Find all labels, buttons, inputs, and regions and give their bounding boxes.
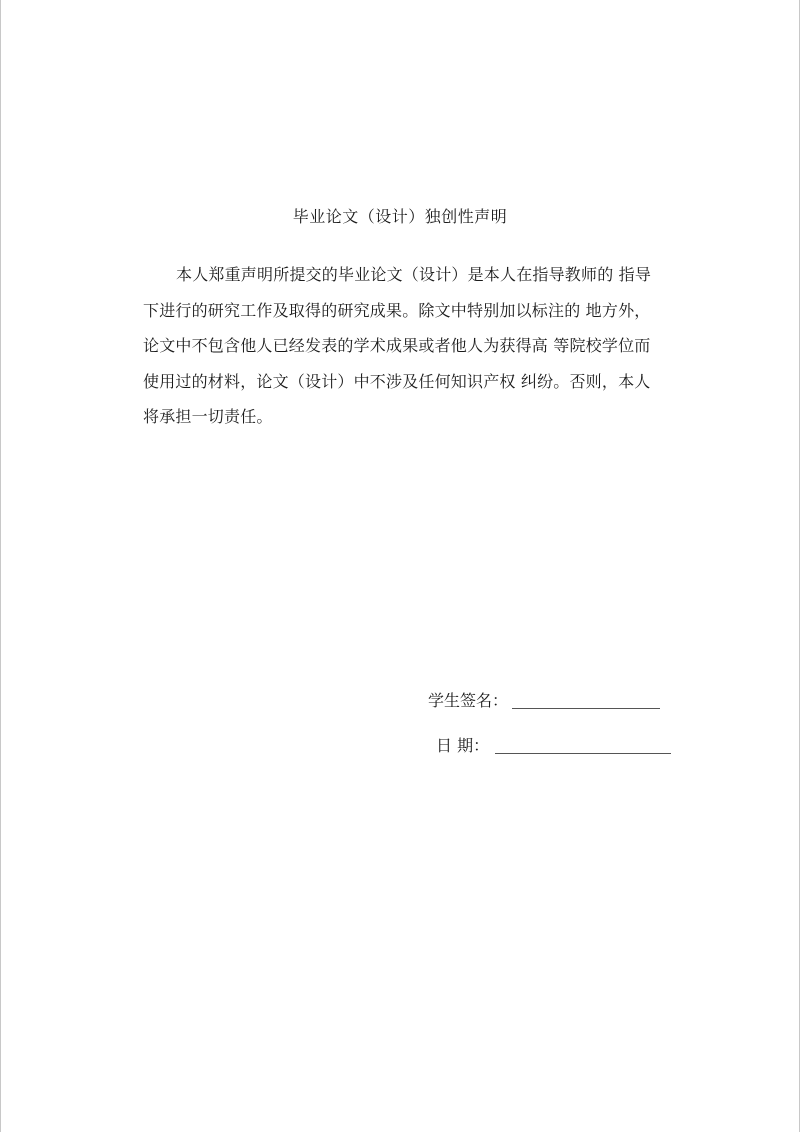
page-border-left — [0, 0, 1, 1132]
date-label: 日 期： — [436, 736, 490, 755]
date-row — [436, 735, 671, 757]
declaration-line: 下进行的研究工作及取得的研究成果。除文中特别加以标注的 地方外， — [143, 300, 651, 320]
date-blank[interactable] — [495, 737, 671, 754]
declaration-line: 论文中不包含他人已经发表的学术成果或者他人为获得高 等院校学位而 — [143, 336, 651, 355]
declaration-body — [143, 257, 673, 435]
student-signature-label: 学生签名： — [428, 691, 509, 710]
declaration-line: 本人郑重声明所提交的毕业论文（设计）是本人在指导教师的 指导 — [176, 265, 652, 284]
declaration-line: 将承担一切责任。 — [143, 407, 273, 426]
document-title: 毕业论文（设计）独创性声明 — [292, 207, 508, 226]
student-signature-blank[interactable] — [512, 692, 660, 709]
student-signature-row — [428, 690, 660, 712]
declaration-line: 使用过的材料，论文（设计）中不涉及任何知识产权 纠纷。否则，本人 — [143, 371, 651, 391]
